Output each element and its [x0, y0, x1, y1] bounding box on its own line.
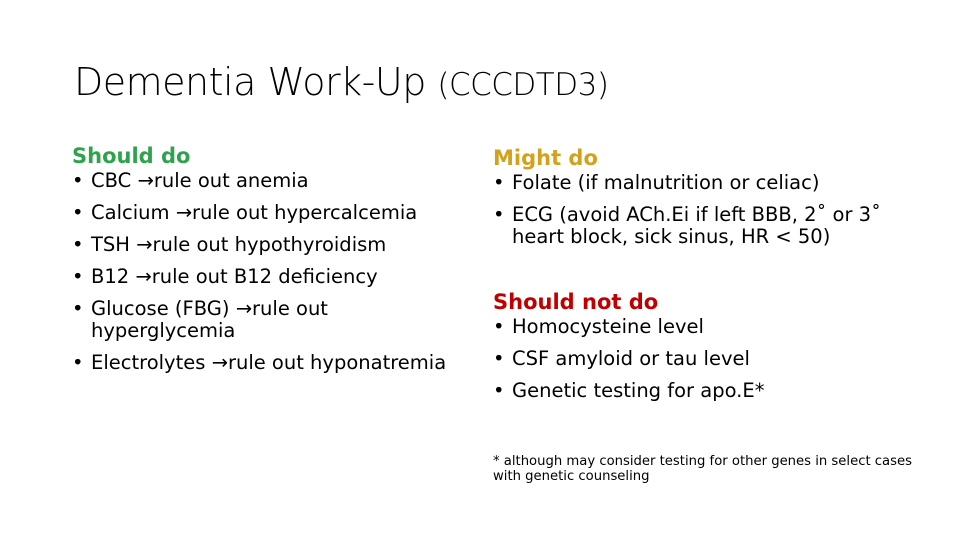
should-do-heading: Should do: [72, 144, 191, 168]
might-do-heading: Might do: [493, 146, 598, 170]
list-item: [72, 170, 472, 192]
bullet-icon: •: [493, 203, 505, 226]
item-text: Homocysteine level: [512, 315, 704, 338]
title-subtitle: (CCCDTD3): [437, 67, 609, 103]
might-do-list: [493, 172, 933, 248]
item-text: rule out hyperglycemia: [91, 297, 328, 342]
should-do-section: [72, 142, 472, 384]
footnote: * although may consider testing for other genes in select cases with genetic counseling: [493, 454, 912, 484]
bullet-icon: •: [72, 351, 84, 374]
list-item: [493, 348, 933, 370]
test-label: Electrolytes: [91, 351, 206, 374]
item-text: ECG (avoid ACh.Ei if left BBB, 2˚ or 3˚ heart block, sick sinus, HR < 50): [512, 203, 881, 248]
item-text: rule out hyponatremia: [227, 351, 447, 374]
list-item: [72, 234, 472, 256]
bullet-icon: •: [72, 169, 84, 192]
item-text: rule out hypercalcemia: [192, 201, 418, 224]
test-label: TSH: [91, 233, 130, 256]
should-do-list: [72, 170, 472, 374]
list-item: [72, 298, 472, 342]
item-text: Folate (if malnutrition or celiac): [512, 171, 820, 194]
item-text: CSF amyloid or tau level: [512, 347, 750, 370]
list-item: [72, 352, 472, 374]
might-do-section: [493, 144, 933, 248]
list-item: [493, 172, 933, 194]
title-main: Dementia Work-Up: [74, 60, 426, 104]
test-label: B12: [91, 265, 130, 288]
arrow-icon: →: [135, 265, 152, 288]
list-item: [72, 202, 472, 224]
arrow-icon: →: [211, 351, 228, 374]
should-not-do-heading: Should not do: [493, 290, 659, 314]
bullet-icon: •: [72, 297, 84, 320]
test-label: Glucose (FBG): [91, 297, 230, 320]
slide-title: [74, 60, 608, 104]
list-item: [493, 316, 933, 338]
arrow-icon: →: [137, 169, 154, 192]
bullet-icon: •: [493, 315, 505, 338]
bullet-icon: •: [72, 201, 84, 224]
item-text: rule out anemia: [153, 169, 309, 192]
test-label: Calcium: [91, 201, 170, 224]
arrow-icon: →: [136, 233, 153, 256]
bullet-icon: •: [72, 265, 84, 288]
should-not-do-list: [493, 316, 933, 402]
item-text: rule out hypothyroidism: [152, 233, 387, 256]
bullet-icon: •: [493, 347, 505, 370]
test-label: CBC: [91, 169, 132, 192]
bullet-icon: •: [72, 233, 84, 256]
bullet-icon: •: [493, 171, 505, 194]
item-text: Genetic testing for apo.E*: [512, 379, 765, 402]
list-item: [493, 380, 933, 402]
item-text: rule out B12 deficiency: [151, 265, 378, 288]
list-item: [72, 266, 472, 288]
arrow-icon: →: [175, 201, 193, 224]
should-not-do-section: [493, 288, 933, 402]
list-item: [493, 204, 933, 248]
bullet-icon: •: [493, 379, 505, 402]
arrow-icon: →: [235, 297, 253, 320]
right-column: [493, 142, 933, 412]
